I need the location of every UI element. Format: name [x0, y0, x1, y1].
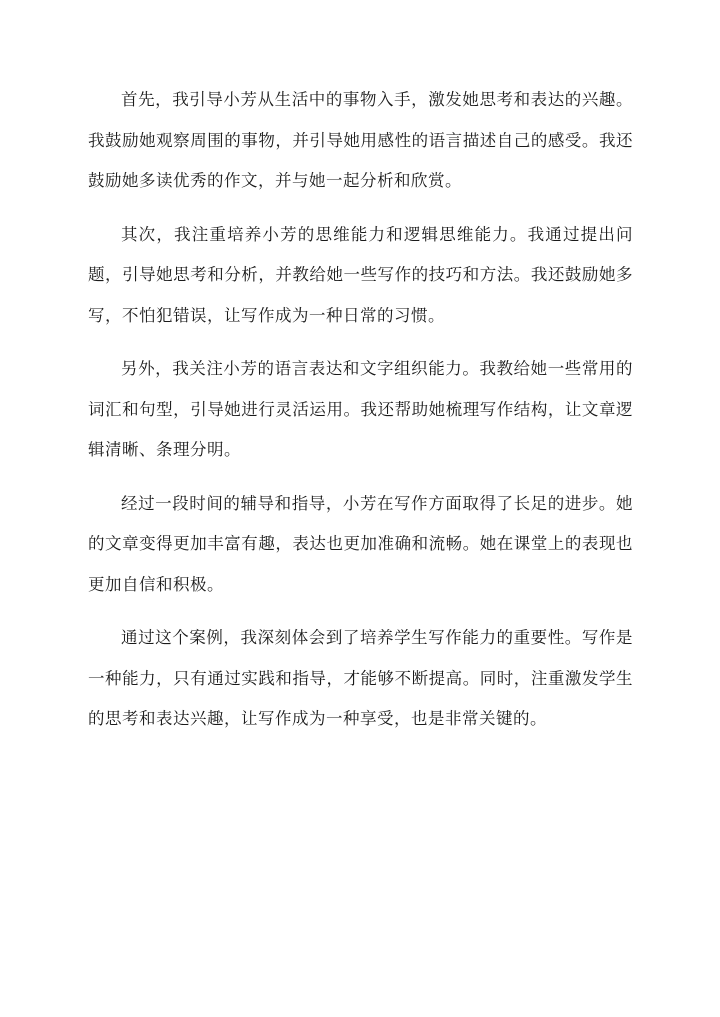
paragraph-4: 经过一段时间的辅导和指导，小芳在写作方面取得了长足的进步。她的文章变得更加丰富有趣，表达也更加准确和流畅。她在课堂上的表现也更加自信和积极。 — [88, 493, 633, 594]
document-page — [88, 80, 633, 753]
paragraph-1: 首先，我引导小芳从生活中的事物入手，激发她思考和表达的兴趣。我鼓励她观察周围的事物，并引导她用感性的语言描述自己的感受。我还鼓励她多读优秀的作文，并与她一起分析和欣赏。 — [88, 90, 633, 190]
paragraph-3: 另外，我关注小芳的语言表达和文字组织能力。我教给她一些常用的词汇和句型，引导她进行灵活运用。我还帮助她梳理写作结构，让文章逻辑清晰、条理分明。 — [88, 359, 633, 459]
paragraph-5: 通过这个案例，我深刻体会到了培养学生写作能力的重要性。写作是一种能力，只有通过实践和指导，才能够不断提高。同时，注重激发学生的思考和表达兴趣，让写作成为一种享受，也是非常关键的。 — [88, 628, 633, 728]
paragraph-2: 其次，我注重培养小芳的思维能力和逻辑思维能力。我通过提出问题，引导她思考和分析，并教给她一些写作的技巧和方法。我还鼓励她多写，不怕犯错误，让写作成为一种日常的习惯。 — [88, 224, 633, 325]
